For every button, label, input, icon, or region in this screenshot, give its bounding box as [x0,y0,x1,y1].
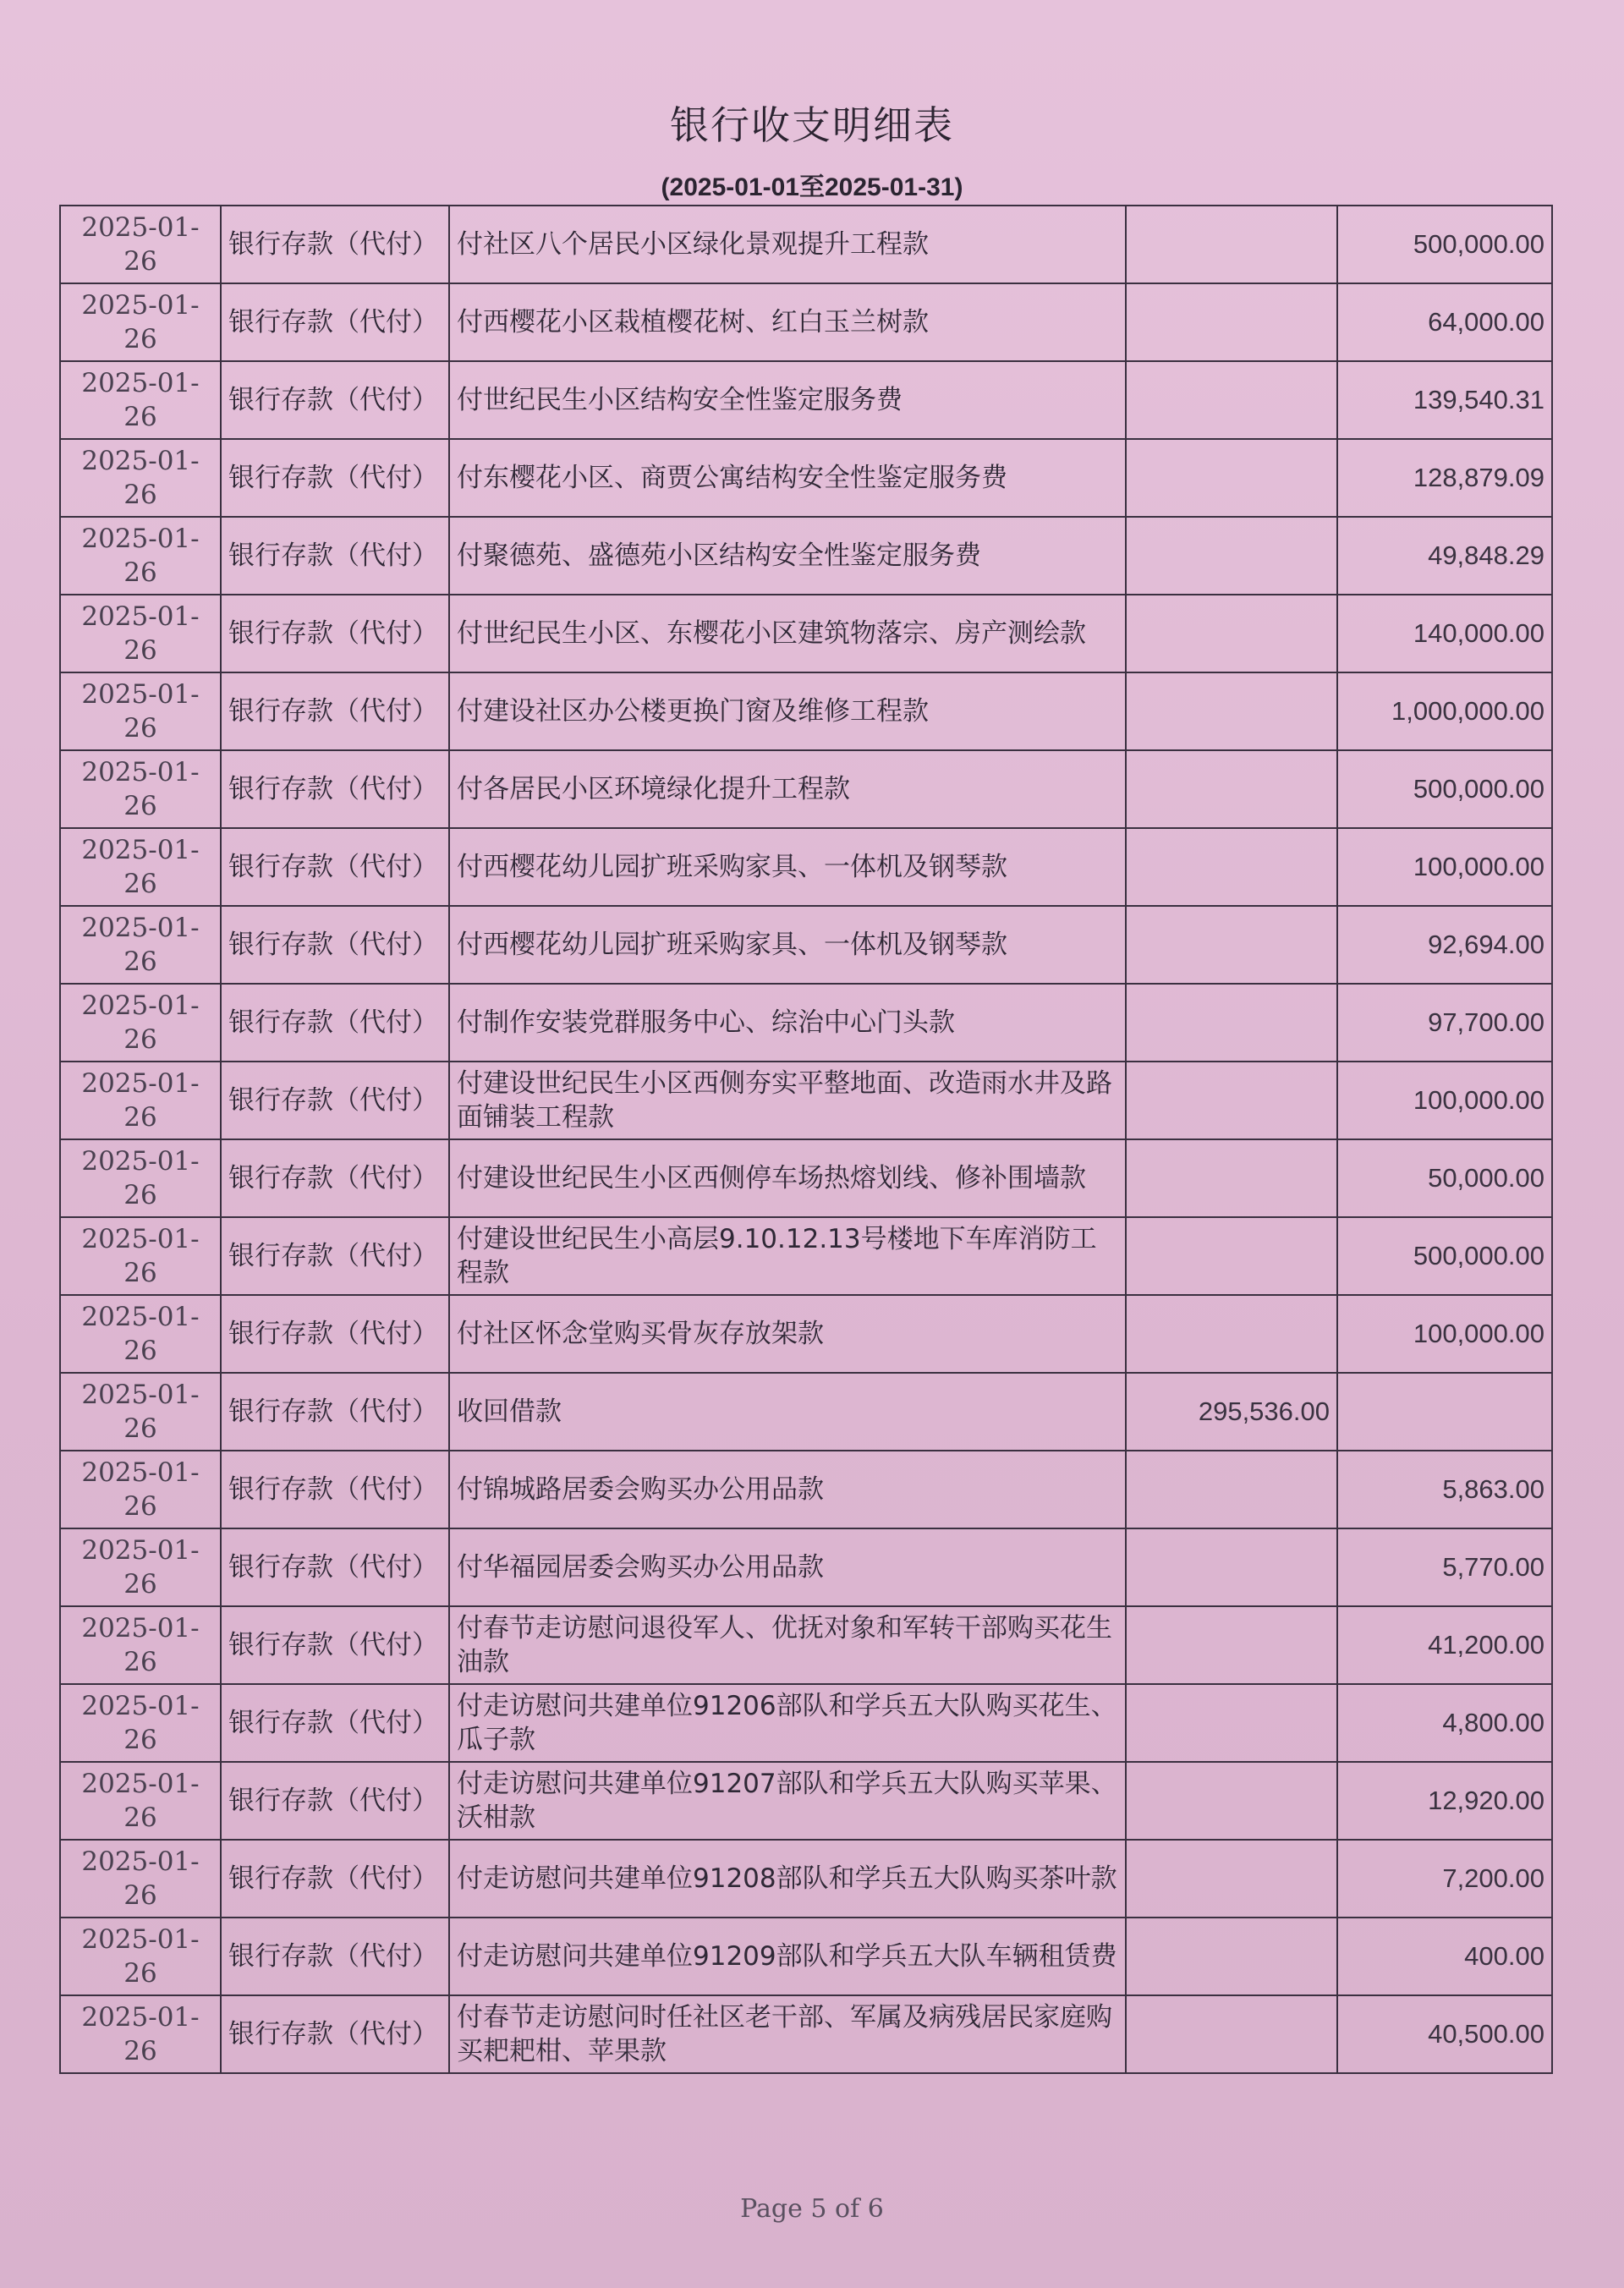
income-cell [1126,1451,1337,1528]
expense-cell: 128,879.09 [1337,439,1552,517]
table-row [60,1295,1552,1373]
account-cell: 银行存款（代付） [221,1918,449,1995]
income-cell [1126,1918,1337,1995]
expense-cell: 500,000.00 [1337,206,1552,283]
table-row [60,1918,1552,1995]
account-cell: 银行存款（代付） [221,1684,449,1762]
account-cell: 银行存款（代付） [221,1840,449,1918]
expense-cell: 100,000.00 [1337,1062,1552,1139]
date-cell: 2025-01-26 [60,906,221,984]
income-cell [1126,283,1337,361]
expense-cell: 40,500.00 [1337,1995,1552,2073]
expense-cell: 139,540.31 [1337,361,1552,439]
income-cell [1126,1840,1337,1918]
table-row [60,1062,1552,1139]
account-cell: 银行存款（代付） [221,750,449,828]
income-cell [1126,984,1337,1062]
expense-cell: 49,848.29 [1337,517,1552,595]
description-cell: 付西樱花小区栽植樱花树、红白玉兰树款 [449,283,1126,361]
ledger-body [60,206,1552,2073]
date-cell: 2025-01-26 [60,984,221,1062]
date-cell: 2025-01-26 [60,1606,221,1684]
income-cell [1126,1217,1337,1295]
date-cell: 2025-01-26 [60,1528,221,1606]
account-cell: 银行存款（代付） [221,1295,449,1373]
expense-cell: 5,770.00 [1337,1528,1552,1606]
income-cell [1126,1684,1337,1762]
document-title: 银行收支明细表 [670,102,954,148]
description-cell: 付世纪民生小区、东樱花小区建筑物落宗、房产测绘款 [449,595,1126,672]
income-cell [1126,206,1337,283]
income-cell [1126,1139,1337,1217]
income-cell [1126,517,1337,595]
income-cell [1126,750,1337,828]
account-cell: 银行存款（代付） [221,1217,449,1295]
income-cell [1126,439,1337,517]
account-cell: 银行存款（代付） [221,1528,449,1606]
expense-cell: 41,200.00 [1337,1606,1552,1684]
description-cell: 付社区怀念堂购买骨灰存放架款 [449,1295,1126,1373]
description-cell: 付世纪民生小区结构安全性鉴定服务费 [449,361,1126,439]
income-cell [1126,1995,1337,2073]
date-cell: 2025-01-26 [60,828,221,906]
date-cell: 2025-01-26 [60,1295,221,1373]
date-cell: 2025-01-26 [60,672,221,750]
date-cell: 2025-01-26 [60,1684,221,1762]
description-cell: 付社区八个居民小区绿化景观提升工程款 [449,206,1126,283]
date-cell: 2025-01-26 [60,439,221,517]
expense-cell: 1,000,000.00 [1337,672,1552,750]
date-cell: 2025-01-26 [60,1373,221,1451]
income-cell [1126,361,1337,439]
table-row [60,517,1552,595]
date-cell: 2025-01-26 [60,1139,221,1217]
date-cell: 2025-01-26 [60,1918,221,1995]
expense-cell: 500,000.00 [1337,1217,1552,1295]
date-cell: 2025-01-26 [60,517,221,595]
expense-cell: 97,700.00 [1337,984,1552,1062]
table-row [60,1995,1552,2073]
table-row [60,361,1552,439]
account-cell: 银行存款（代付） [221,1762,449,1840]
description-cell: 付建设社区办公楼更换门窗及维修工程款 [449,672,1126,750]
description-cell: 付走访慰问共建单位91207部队和学兵五大队购买苹果、沃柑款 [449,1762,1126,1840]
expense-cell: 4,800.00 [1337,1684,1552,1762]
table-row [60,1139,1552,1217]
table-row [60,206,1552,283]
table-row [60,283,1552,361]
income-cell [1126,1528,1337,1606]
date-cell: 2025-01-26 [60,1217,221,1295]
account-cell: 银行存款（代付） [221,1062,449,1139]
description-cell: 付春节走访慰问退役军人、优抚对象和军转干部购买花生油款 [449,1606,1126,1684]
table-row [60,750,1552,828]
expense-cell: 5,863.00 [1337,1451,1552,1528]
date-cell: 2025-01-26 [60,206,221,283]
table-row [60,439,1552,517]
income-cell [1126,828,1337,906]
expense-cell: 100,000.00 [1337,828,1552,906]
expense-cell: 100,000.00 [1337,1295,1552,1373]
expense-cell: 12,920.00 [1337,1762,1552,1840]
description-cell: 付各居民小区环境绿化提升工程款 [449,750,1126,828]
account-cell: 银行存款（代付） [221,206,449,283]
expense-cell: 64,000.00 [1337,283,1552,361]
table-row [60,1528,1552,1606]
income-cell [1126,906,1337,984]
account-cell: 银行存款（代付） [221,1139,449,1217]
description-cell: 付建设世纪民生小高层9.10.12.13号楼地下车库消防工程款 [449,1217,1126,1295]
table-row [60,1762,1552,1840]
account-cell: 银行存款（代付） [221,828,449,906]
description-cell: 付聚德苑、盛德苑小区结构安全性鉴定服务费 [449,517,1126,595]
account-cell: 银行存款（代付） [221,672,449,750]
description-cell: 付锦城路居委会购买办公用品款 [449,1451,1126,1528]
table-row [60,1451,1552,1528]
table-row [60,1684,1552,1762]
income-cell [1126,1062,1337,1139]
description-cell: 付建设世纪民生小区西侧停车场热熔划线、修补围墙款 [449,1139,1126,1217]
income-cell [1126,672,1337,750]
date-cell: 2025-01-26 [60,1840,221,1918]
description-cell: 收回借款 [449,1373,1126,1451]
description-cell: 付制作安装党群服务中心、综治中心门头款 [449,984,1126,1062]
description-cell: 付西樱花幼儿园扩班采购家具、一体机及钢琴款 [449,828,1126,906]
account-cell: 银行存款（代付） [221,439,449,517]
account-cell: 银行存款（代付） [221,517,449,595]
table-row [60,984,1552,1062]
account-cell: 银行存款（代付） [221,984,449,1062]
description-cell: 付走访慰问共建单位91206部队和学兵五大队购买花生、瓜子款 [449,1684,1126,1762]
date-cell: 2025-01-26 [60,1451,221,1528]
ledger-table [59,205,1553,2074]
account-cell: 银行存款（代付） [221,1451,449,1528]
description-cell: 付建设世纪民生小区西侧夯实平整地面、改造雨水井及路面铺装工程款 [449,1062,1126,1139]
date-cell: 2025-01-26 [60,1062,221,1139]
table-row [60,1840,1552,1918]
description-cell: 付走访慰问共建单位91209部队和学兵五大队车辆租赁费 [449,1918,1126,1995]
account-cell: 银行存款（代付） [221,1606,449,1684]
table-row [60,906,1552,984]
description-cell: 付走访慰问共建单位91208部队和学兵五大队购买茶叶款 [449,1840,1126,1918]
table-row [60,672,1552,750]
account-cell: 银行存款（代付） [221,283,449,361]
description-cell: 付东樱花小区、商贾公寓结构安全性鉴定服务费 [449,439,1126,517]
account-cell: 银行存款（代付） [221,906,449,984]
account-cell: 银行存款（代付） [221,361,449,439]
account-cell: 银行存款（代付） [221,1373,449,1451]
expense-cell: 140,000.00 [1337,595,1552,672]
table-row [60,1373,1552,1451]
date-cell: 2025-01-26 [60,595,221,672]
account-cell: 银行存款（代付） [221,1995,449,2073]
date-range: (2025-01-01至2025-01-31) [661,173,963,201]
table-row [60,828,1552,906]
table-row [60,1217,1552,1295]
table-row [60,1606,1552,1684]
date-cell: 2025-01-26 [60,750,221,828]
income-cell [1126,1295,1337,1373]
expense-cell [1337,1373,1552,1451]
account-cell: 银行存款（代付） [221,595,449,672]
income-cell [1126,1762,1337,1840]
expense-cell: 400.00 [1337,1918,1552,1995]
income-cell: 295,536.00 [1126,1373,1337,1451]
page-number: Page 5 of 6 [740,2194,884,2224]
description-cell: 付春节走访慰问时任社区老干部、军属及病残居民家庭购买耙耙柑、苹果款 [449,1995,1126,2073]
date-cell: 2025-01-26 [60,1995,221,2073]
expense-cell: 7,200.00 [1337,1840,1552,1918]
expense-cell: 50,000.00 [1337,1139,1552,1217]
table-row [60,595,1552,672]
expense-cell: 500,000.00 [1337,750,1552,828]
description-cell: 付西樱花幼儿园扩班采购家具、一体机及钢琴款 [449,906,1126,984]
expense-cell: 92,694.00 [1337,906,1552,984]
income-cell [1126,1606,1337,1684]
date-cell: 2025-01-26 [60,1762,221,1840]
description-cell: 付华福园居委会购买办公用品款 [449,1528,1126,1606]
date-cell: 2025-01-26 [60,283,221,361]
income-cell [1126,595,1337,672]
date-cell: 2025-01-26 [60,361,221,439]
